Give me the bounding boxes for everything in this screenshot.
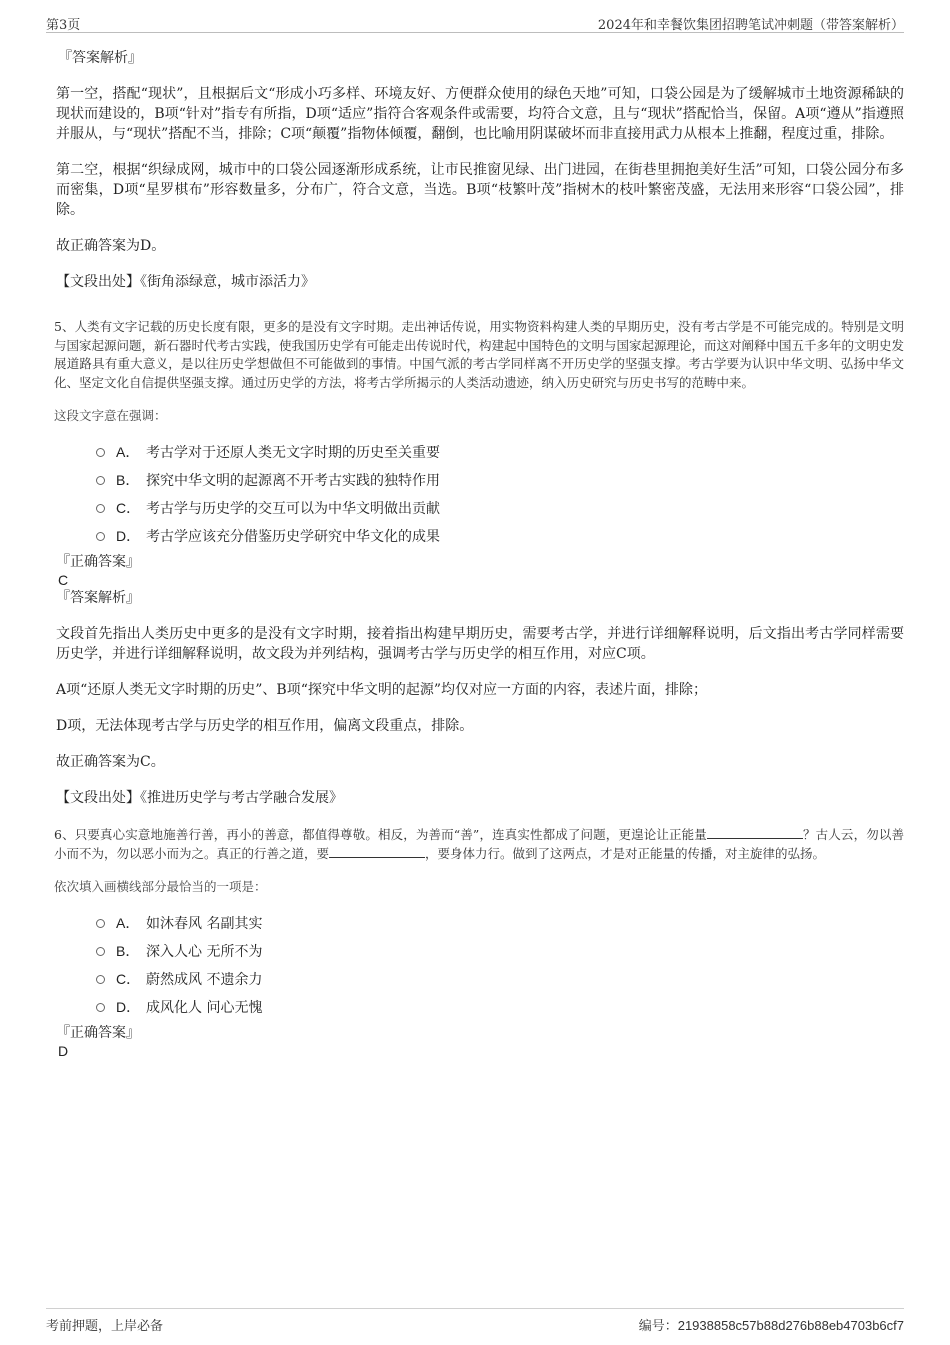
option-d[interactable]: D． 考古学应该充分借鉴历史学研究中华文化的成果 xyxy=(96,522,904,550)
question-prompt: 依次填入画横线部分最恰当的一项是： xyxy=(54,879,267,894)
page-header xyxy=(46,10,904,33)
radio-button[interactable] xyxy=(96,476,105,485)
analysis-paragraph: D项，无法体现考古学与历史学的相互作用，偏离文段重点，排除。 xyxy=(56,718,474,734)
radio-button[interactable] xyxy=(96,947,105,956)
radio-button[interactable] xyxy=(96,504,105,513)
footer-slogan: 考前押题，上岸必备 xyxy=(46,1319,164,1334)
option-d[interactable]: D． 成风化人 问心无愧 xyxy=(96,993,904,1021)
correct-answer: D xyxy=(58,1043,69,1059)
radio-button[interactable] xyxy=(96,919,105,928)
option-a[interactable]: A． 如沐春风 名副其实 xyxy=(96,909,904,937)
option-b[interactable]: B． 深入人心 无所不为 xyxy=(96,937,904,965)
radio-button[interactable] xyxy=(96,975,105,984)
option-c[interactable]: C． 考古学与历史学的交互可以为中华文明做出贡献 xyxy=(96,494,904,522)
analysis-paragraph: 文段首先指出人类历史中更多的是没有文字时期，接着指出构建早期历史，需要考古学，并进行详细解释说明，后文指出考古学同样需要历史学，并进行详细解释说明，故文段为并列结构，强调考古学与历史学的相互作用，对应C项。 xyxy=(56,626,904,662)
answer-label: 『正确答案』 xyxy=(56,1025,140,1041)
question-prompt: 这段文字意在强调： xyxy=(54,408,167,423)
document-code: 编号：21938858c57b88d276b88eb4703b6cf7 xyxy=(638,1318,904,1334)
answer-label: 『正确答案』 xyxy=(56,554,140,570)
correct-answer: C xyxy=(58,572,69,588)
options-list xyxy=(96,438,904,550)
analysis-label: 『答案解析』 xyxy=(58,50,142,66)
options-list xyxy=(96,909,904,1021)
radio-button[interactable] xyxy=(96,1003,105,1012)
document-title: 2024年和幸餐饮集团招聘笔试冲刺题（带答案解析） xyxy=(597,18,904,33)
option-c[interactable]: C． 蔚然成风 不遗余力 xyxy=(96,965,904,993)
analysis-paragraph: 第一空，搭配“现状”，且根据后文“形成小巧多样、环境友好、方便群众使用的绿色天地”可知，口袋公园是为了缓解城市土地资源稀缺的现状而建设的，B项“针对”指专有所指，D项“适应”指符合客观条件或需要，均符合文意，且与“现状”搭配恰当，保留。A项“遵从”指遵照并服从，与“现状”搭配不当，排除；C项“颠覆”指物体倾覆，翻倒，也比喻用阴谋破坏而非直接用武力从根本上推翻，程度过重，排除。 xyxy=(56,86,904,142)
question-stem: 6、只要真心实意地施善行善，再小的善意，都值得尊敬。相反，为善而“善”，连真实性都成了问题，更遑论让正能量 ？古人云，勿以善小而不为，勿以恶小而为之。真正的行善之道，要 ，要身体力行。做到了这两点，才是对正能量的传播，对主旋律的弘扬。 xyxy=(54,827,904,861)
conclusion: 故正确答案为D。 xyxy=(56,238,166,254)
source-citation: 【文段出处】《街角添绿意，城市添活力》 xyxy=(56,274,315,290)
analysis-paragraph: A项“还原人类无文字时期的历史”、B项“探究中华文明的起源”均仅对应一方面的内容，表述片面，排除； xyxy=(56,682,708,698)
source-citation: 【文段出处】《推进历史学与考古学融合发展》 xyxy=(56,790,343,806)
radio-button[interactable] xyxy=(96,448,105,457)
radio-button[interactable] xyxy=(96,532,105,541)
main-content xyxy=(56,48,904,1059)
page-number: 第3页 xyxy=(46,18,81,33)
option-b[interactable]: B． 探究中华文明的起源离不开考古实践的独特作用 xyxy=(96,466,904,494)
page-footer xyxy=(46,1308,904,1339)
conclusion: 故正确答案为C。 xyxy=(56,754,165,770)
question-stem: 5、人类有文字记载的历史长度有限，更多的是没有文字时期。走出神话传说，用实物资料构建人类的早期历史，没有考古学是不可能完成的。特别是文明与国家起源问题，新石器时代考古实践，使我国历史学有可能走出传说时代，构建起中国特色的文明与国家起源理论，而这对阐释中国五千多年的文明史发展道路具有重大意义，是以往历史学想做但不可能做到的事情。中国气派的考古学同样离不开历史学的坚强支撑。考古学要为认识中华文明、弘扬中华文化、坚定文化自信提供坚强支撑。通过历史学的方法，将考古学所揭示的人类活动遗迹，纳入历史研究与历史书写的范畴中来。 xyxy=(54,319,905,390)
analysis-paragraph: 第二空，根据“织绿成网，城市中的口袋公园逐渐形成系统，让市民推窗见绿、出门进园，在街巷里拥抱美好生活”可知，口袋公园分布多而密集，D项“星罗棋布”形容数量多，分布广，符合文意，当选。B项“枝繁叶茂”指树木的枝叶繁密茂盛，无法用来形容“口袋公园”，排除。 xyxy=(56,162,904,218)
fill-blank xyxy=(707,826,803,839)
fill-blank xyxy=(329,845,425,858)
option-a[interactable]: A． 考古学对于还原人类无文字时期的历史至关重要 xyxy=(96,438,904,466)
analysis-label: 『答案解析』 xyxy=(56,590,140,606)
